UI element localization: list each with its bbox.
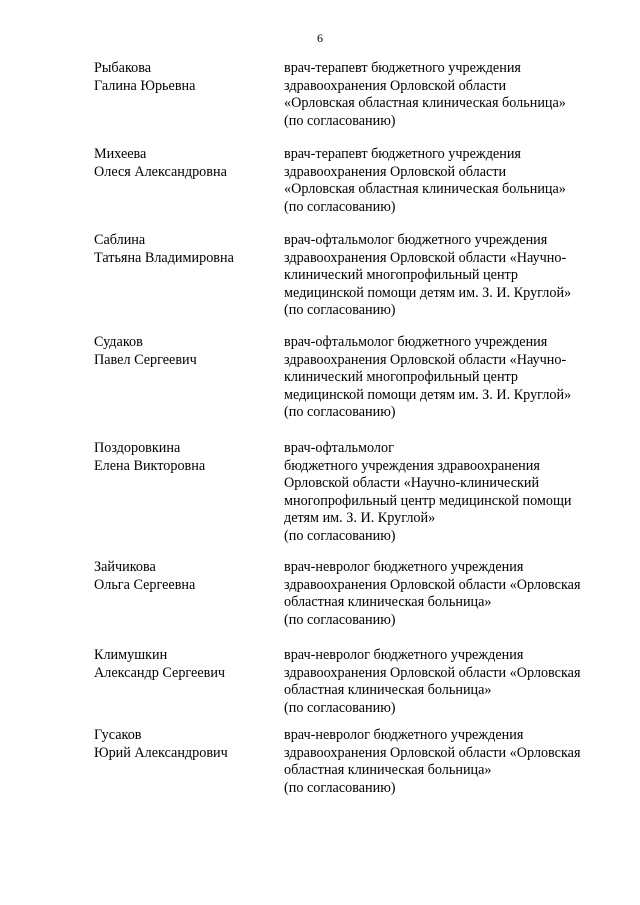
given-names: Татьяна Владимировна	[94, 249, 234, 266]
position-description	[284, 334, 624, 422]
position-line: детям им. З. И. Круглой»	[284, 510, 436, 526]
position-line: здравоохранения Орловской области «Научно-	[284, 249, 567, 266]
position-line: клинический многопрофильный центр	[284, 267, 519, 283]
page-number: 6	[317, 31, 323, 45]
position-description	[284, 727, 624, 797]
position-line: здравоохранения Орловской области «Научно-	[284, 351, 567, 368]
person-name	[94, 232, 274, 267]
position-line: врач-терапевт бюджетного учреждения	[284, 60, 521, 76]
position-line: (по согласованию)	[284, 611, 396, 628]
position-line: (по согласованию)	[284, 112, 396, 129]
position-line: врач-невролог бюджетного учреждения	[284, 727, 524, 743]
position-line: (по согласованию)	[284, 779, 396, 796]
position-line: врач-офтальмолог бюджетного учреждения	[284, 232, 548, 248]
given-names: Юрий Александрович	[94, 744, 228, 761]
surname: Гусаков	[94, 727, 142, 743]
position-description	[284, 60, 624, 130]
given-names: Ольга Сергеевна	[94, 576, 196, 593]
position-description	[284, 647, 624, 717]
person-name	[94, 60, 274, 95]
position-line: клинический многопрофильный центр	[284, 369, 519, 385]
position-line: областная клиническая больница»	[284, 762, 492, 778]
position-line: здравоохранения Орловской области «Орловская	[284, 744, 581, 761]
position-line: врач-невролог бюджетного учреждения	[284, 559, 524, 575]
given-names: Галина Юрьевна	[94, 77, 196, 94]
position-line: медицинской помощи детям им. З. И. Круглой»	[284, 284, 572, 301]
position-line: (по согласованию)	[284, 404, 396, 420]
position-description	[284, 559, 624, 629]
position-line: (по согласованию)	[284, 198, 396, 215]
surname: Поздоровкина	[94, 440, 181, 456]
surname: Климушкин	[94, 647, 168, 663]
position-line: здравоохранения Орловской области	[284, 77, 507, 94]
position-line: (по согласованию)	[284, 699, 396, 716]
position-line: Орловской области «Научно-клинический	[284, 475, 540, 491]
position-line: врач-офтальмолог	[284, 440, 394, 456]
position-line: (по согласованию)	[284, 527, 396, 544]
given-names: Олеся Александровна	[94, 163, 227, 180]
position-description	[284, 440, 624, 545]
given-names: Александр Сергеевич	[94, 664, 226, 681]
position-line: областная клиническая больница»	[284, 682, 492, 698]
position-line: медицинской помощи детям им. З. И. Круглой»	[284, 386, 572, 403]
position-line: врач-офтальмолог бюджетного учреждения	[284, 334, 548, 350]
given-names: Елена Викторовна	[94, 457, 206, 474]
surname: Судаков	[94, 334, 143, 350]
person-name	[94, 647, 274, 682]
surname: Саблина	[94, 232, 146, 248]
person-name	[94, 727, 274, 762]
position-line: здравоохранения Орловской области «Орловская	[284, 664, 581, 681]
position-line: бюджетного учреждения здравоохранения	[284, 457, 540, 474]
person-name	[94, 146, 274, 181]
person-name	[94, 334, 274, 369]
position-line: «Орловская областная клиническая больница»	[284, 181, 566, 197]
person-name	[94, 440, 274, 475]
position-line: «Орловская областная клиническая больница»	[284, 95, 566, 111]
position-description	[284, 146, 624, 216]
position-line: здравоохранения Орловской области «Орловская	[284, 576, 581, 593]
given-names: Павел Сергеевич	[94, 351, 197, 368]
person-name	[94, 559, 274, 594]
position-line: врач-терапевт бюджетного учреждения	[284, 146, 521, 162]
position-line: многопрофильный центр медицинской помощи	[284, 492, 572, 509]
surname: Зайчикова	[94, 559, 156, 575]
position-line: областная клиническая больница»	[284, 594, 492, 610]
position-line: врач-невролог бюджетного учреждения	[284, 647, 524, 663]
position-line: здравоохранения Орловской области	[284, 163, 507, 180]
position-line: (по согласованию)	[284, 302, 396, 318]
surname: Рыбакова	[94, 60, 152, 76]
position-description	[284, 232, 624, 320]
surname: Михеева	[94, 146, 147, 162]
